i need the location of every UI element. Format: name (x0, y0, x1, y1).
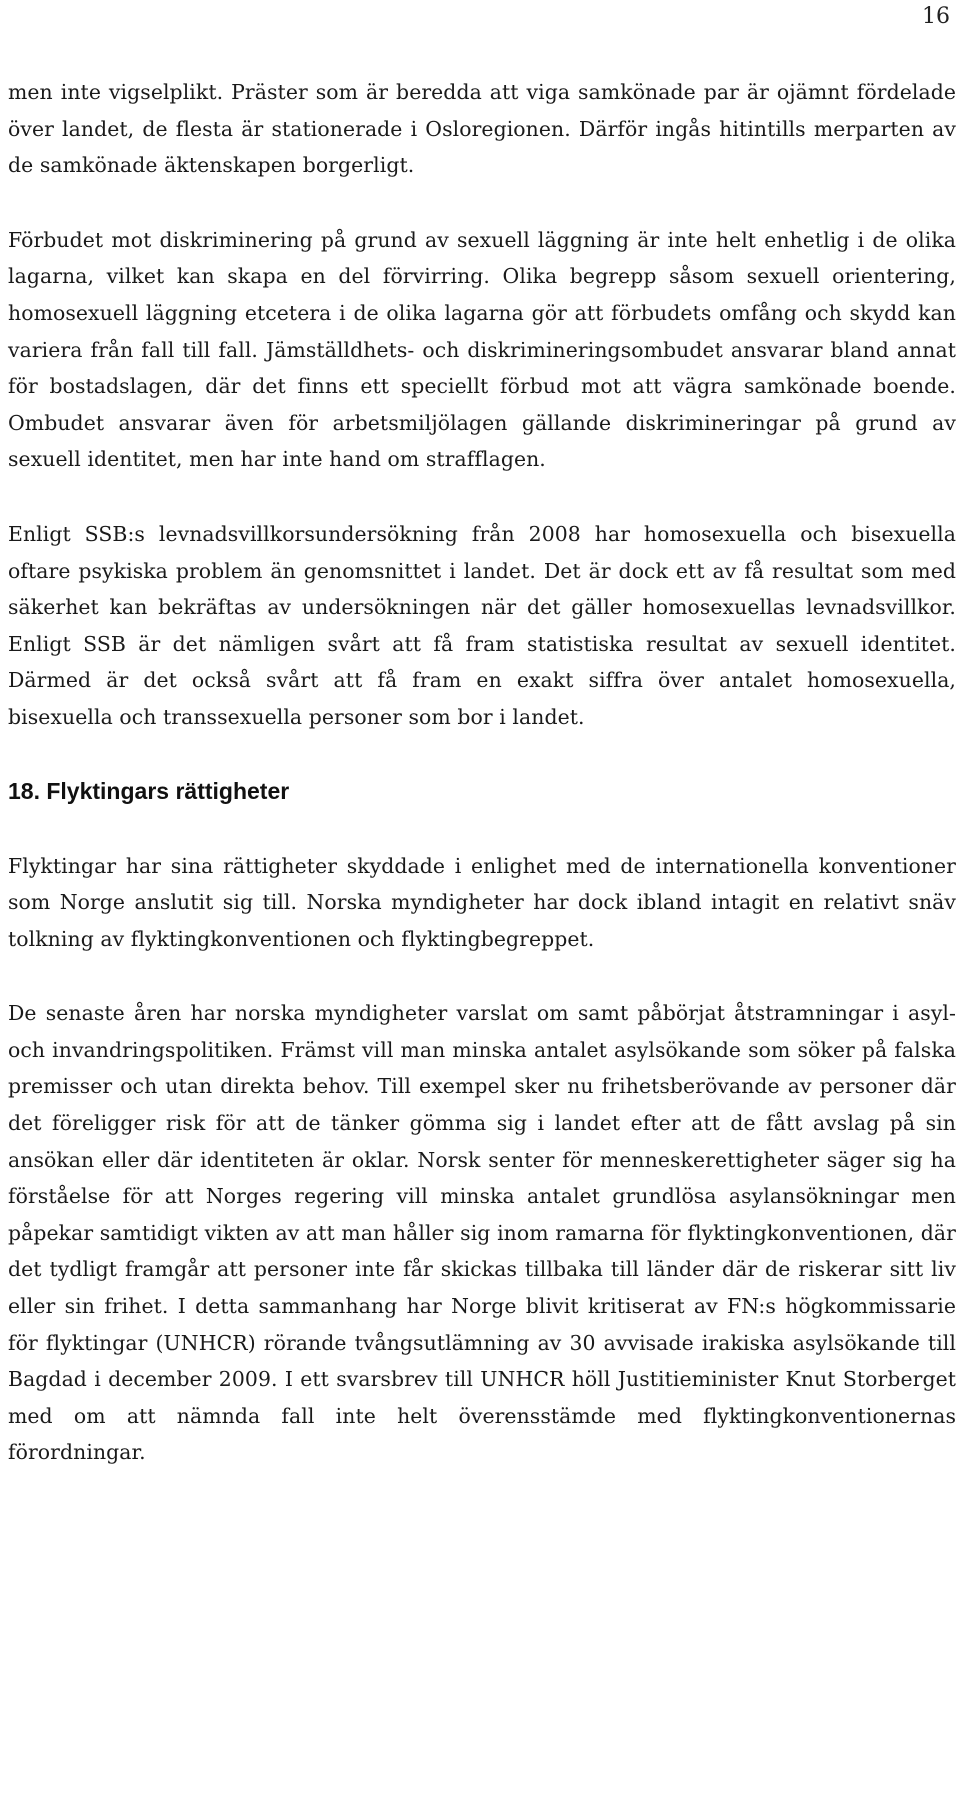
paragraph-ssb-undersokning: Enligt SSB:s levnadsvillkorsundersökning från 2008 har homosexuella och bisexuella oftare psykiska problem än genomsnittet i landet. Det är dock ett av få resultat som med säkerhet kan bekräftas av undersökningen när det gäller homosexuellas levnadsvillkor. Enligt SSB är det nämligen svårt att få fram statistiska resultat av sexuell identitet. Därmed är det också svårt att få fram en exakt siffra över antalet homosexuella, bisexuella och transsexuella personer som bor i landet. (8, 521, 956, 729)
paragraph-asylpolitik: De senaste åren har norska myndigheter varslat om samt påbörjat åtstramningar i asyl- och invandringspolitiken. Främst vill man minska antalet asylsökande som söker på falska premisser och utan direkta behov. Till exempel sker nu frihetsberövande av personer där det föreligger risk för att de tänker gömma sig i landet efter att de fått avslag på sin ansökan eller där identiteten är oklar. Norsk senter för menneskerettigheter säger sig ha förståelse för att Norges regering vill minska antalet grundlösa asylansökningar men påpekar samtidigt vikten av att man håller sig inom ramarna för flyktingkonventionen, där det tydligt framgår att personer inte får skickas tillbaka till länder där de riskerar sitt liv eller sin frihet. I detta sammanhang har Norge blivit kritiserat av FN:s högkommissarie för flyktingar (UNHCR) rörande tvångsutlämning av 30 avvisade irakiska asylsökande till Bagdad i december 2009. I ett svarsbrev till UNHCR höll Justitieminister Knut Storberget med om att nämnda fall inte helt överensstämde med flyktingkonventionernas förordningar. (8, 1001, 956, 1465)
page-body (8, 74, 956, 1471)
section-heading: 18. Flyktingars rättigheter (8, 777, 290, 804)
paragraph-flyktingar-rattigheter: Flyktingar har sina rättigheter skyddade i enlighet med de internationella konventioner som Norge anslutit sig till. Norska myndigheter har dock ibland intagit en relativt snäv tolkning av flyktingkonventionen och flyktingbegreppet. (8, 853, 956, 951)
paragraph-vigselplikt: men inte vigselplikt. Präster som är beredda att viga samkönade par är ojämnt fördelade över landet, de flesta är stationerade i Osloregionen. Därför ingås hitintills merparten av de samkönade äktenskapen borgerligt. (8, 80, 956, 178)
paragraph-diskriminering: Förbudet mot diskriminering på grund av sexuell läggning är inte helt enhetlig i de olika lagarna, vilket kan skapa en del förvirring. Olika begrepp såsom sexuell orientering, homosexuell läggning etcetera i de olika lagarna gör att förbudets omfång och skydd kan variera från fall till fall. Jämställdhets- och diskrimineringsombudet ansvarar bland annat för bostadslagen, där det finns ett speciellt förbud mot att vägra samkönade boende. Ombudet ansvarar även för arbetsmiljölagen gällande diskrimineringar på grund av sexuell identitet, men har inte hand om strafflagen. (8, 227, 956, 472)
page-number: 16 (922, 4, 950, 29)
